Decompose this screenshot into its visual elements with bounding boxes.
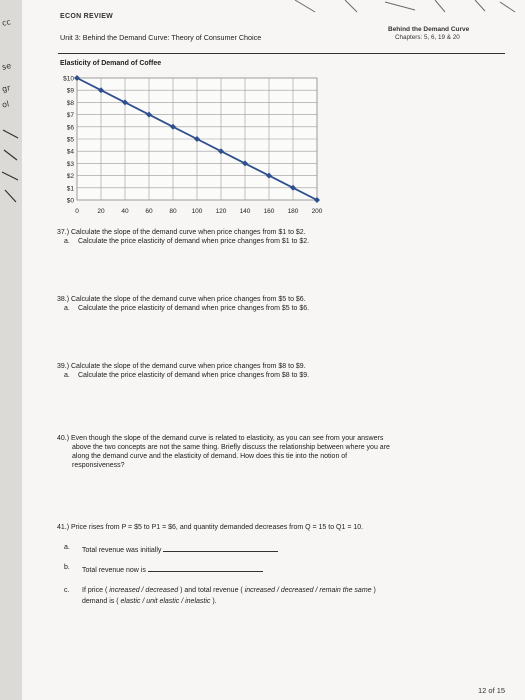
chart-title: Elasticity of Demand of Coffee <box>60 60 162 67</box>
y-tick-label: $2 <box>66 173 74 181</box>
top-edge-clutter <box>285 0 525 14</box>
x-tick-label: 160 <box>263 208 275 215</box>
answer-blank-41b[interactable] <box>148 564 263 572</box>
edge-scribble: se <box>1 61 12 72</box>
y-tick-label: $0 <box>66 197 74 205</box>
question-38a-letter: a. <box>64 305 70 312</box>
x-tick-label: 0 <box>75 208 79 215</box>
x-tick-label: 100 <box>191 208 203 215</box>
y-tick-label: $4 <box>66 148 74 156</box>
question-41c-line-1 <box>82 587 376 594</box>
question-37: 37.) Calculate the slope of the demand curve when price changes from $1 to $2. <box>57 229 306 236</box>
x-tick-label: 40 <box>121 208 129 215</box>
page-number: 12 of 15 <box>478 686 506 695</box>
x-tick-label: 60 <box>145 208 153 215</box>
answer-blank-41a[interactable] <box>163 544 278 552</box>
q41c-text: ) <box>373 587 376 594</box>
x-tick-label: 180 <box>287 208 299 215</box>
question-41a <box>82 544 278 554</box>
edge-scribble: ol <box>1 99 10 110</box>
question-40-line-3: along the demand curve and the elasticity of demand. How does this tie into the notion of <box>72 453 348 460</box>
x-tick-label: 120 <box>215 208 227 215</box>
header-right-title: Behind the Demand Curve <box>388 26 470 33</box>
question-39: 39.) Calculate the slope of the demand curve when price changes from $8 to $9. <box>57 363 306 370</box>
header-divider <box>58 53 505 54</box>
q41c-price-choice: increased / decreased <box>109 587 179 594</box>
question-38: 38.) Calculate the slope of the demand curve when price changes from $5 to $6. <box>57 296 306 303</box>
question-39a-letter: a. <box>64 372 70 379</box>
question-41a-letter: a. <box>64 544 70 551</box>
q41c-text: ). <box>212 598 217 605</box>
q41c-text: If price ( <box>82 587 108 594</box>
question-40-line-1: 40.) Even though the slope of the demand curve is related to elasticity, as you can see from your answers <box>57 435 384 442</box>
y-tick-label: $6 <box>66 124 74 132</box>
q41c-elasticity-choice: elastic / unit elastic / inelastic <box>120 598 211 605</box>
edge-scribble: gr <box>1 83 12 94</box>
y-tick-label: $7 <box>66 112 74 120</box>
chapters-label: Chapters: 5, 6, 19 & 20 <box>395 34 460 41</box>
x-tick-label: 80 <box>169 208 177 215</box>
unit-title: Unit 3: Behind the Demand Curve: Theory of Consumer Choice <box>60 33 262 42</box>
y-tick-label: $9 <box>66 87 74 95</box>
edge-pen-marks <box>0 120 22 210</box>
question-40-line-4: responsiveness? <box>72 462 125 469</box>
question-41c-letter: c. <box>64 587 70 594</box>
question-37a: Calculate the price elasticity of demand when price changes from $1 to $2. <box>78 238 310 245</box>
y-tick-label: $3 <box>66 160 74 168</box>
q41c-text: ) and total revenue ( <box>180 587 243 594</box>
y-tick-label: $8 <box>66 99 74 107</box>
question-41c-line-2 <box>82 598 217 605</box>
y-tick-label: $10 <box>63 75 74 83</box>
question-41b <box>82 564 263 574</box>
question-41a-text: Total revenue was initially <box>82 547 162 554</box>
edge-scribble: cc <box>1 17 12 28</box>
adjacent-page-edge <box>0 0 23 700</box>
question-37a-letter: a. <box>64 238 70 245</box>
q41c-revenue-choice: increased / decreased / remain the same <box>244 587 372 594</box>
question-38a: Calculate the price elasticity of demand when price changes from $5 to $6. <box>78 305 310 312</box>
course-label: ECON REVIEW <box>60 13 114 20</box>
x-tick-label: 20 <box>97 208 105 215</box>
question-40-line-2: above the two concepts are not the same thing. Briefly discuss the relationship between where you are <box>72 444 390 451</box>
question-41b-letter: b. <box>64 564 70 571</box>
y-tick-label: $5 <box>66 136 74 144</box>
demand-chart <box>55 70 325 220</box>
q41c-text: demand is ( <box>82 598 119 605</box>
question-41: 41.) Price rises from P = $5 to P1 = $6, and quantity demanded decreases from Q = 15 to Q1 = 10. <box>57 524 364 531</box>
x-tick-label: 140 <box>239 208 251 215</box>
question-39a: Calculate the price elasticity of demand when price changes from $8 to $9. <box>78 372 310 379</box>
x-tick-label: 200 <box>311 208 323 215</box>
question-41b-text: Total revenue now is <box>82 567 146 574</box>
y-tick-label: $1 <box>66 185 74 193</box>
